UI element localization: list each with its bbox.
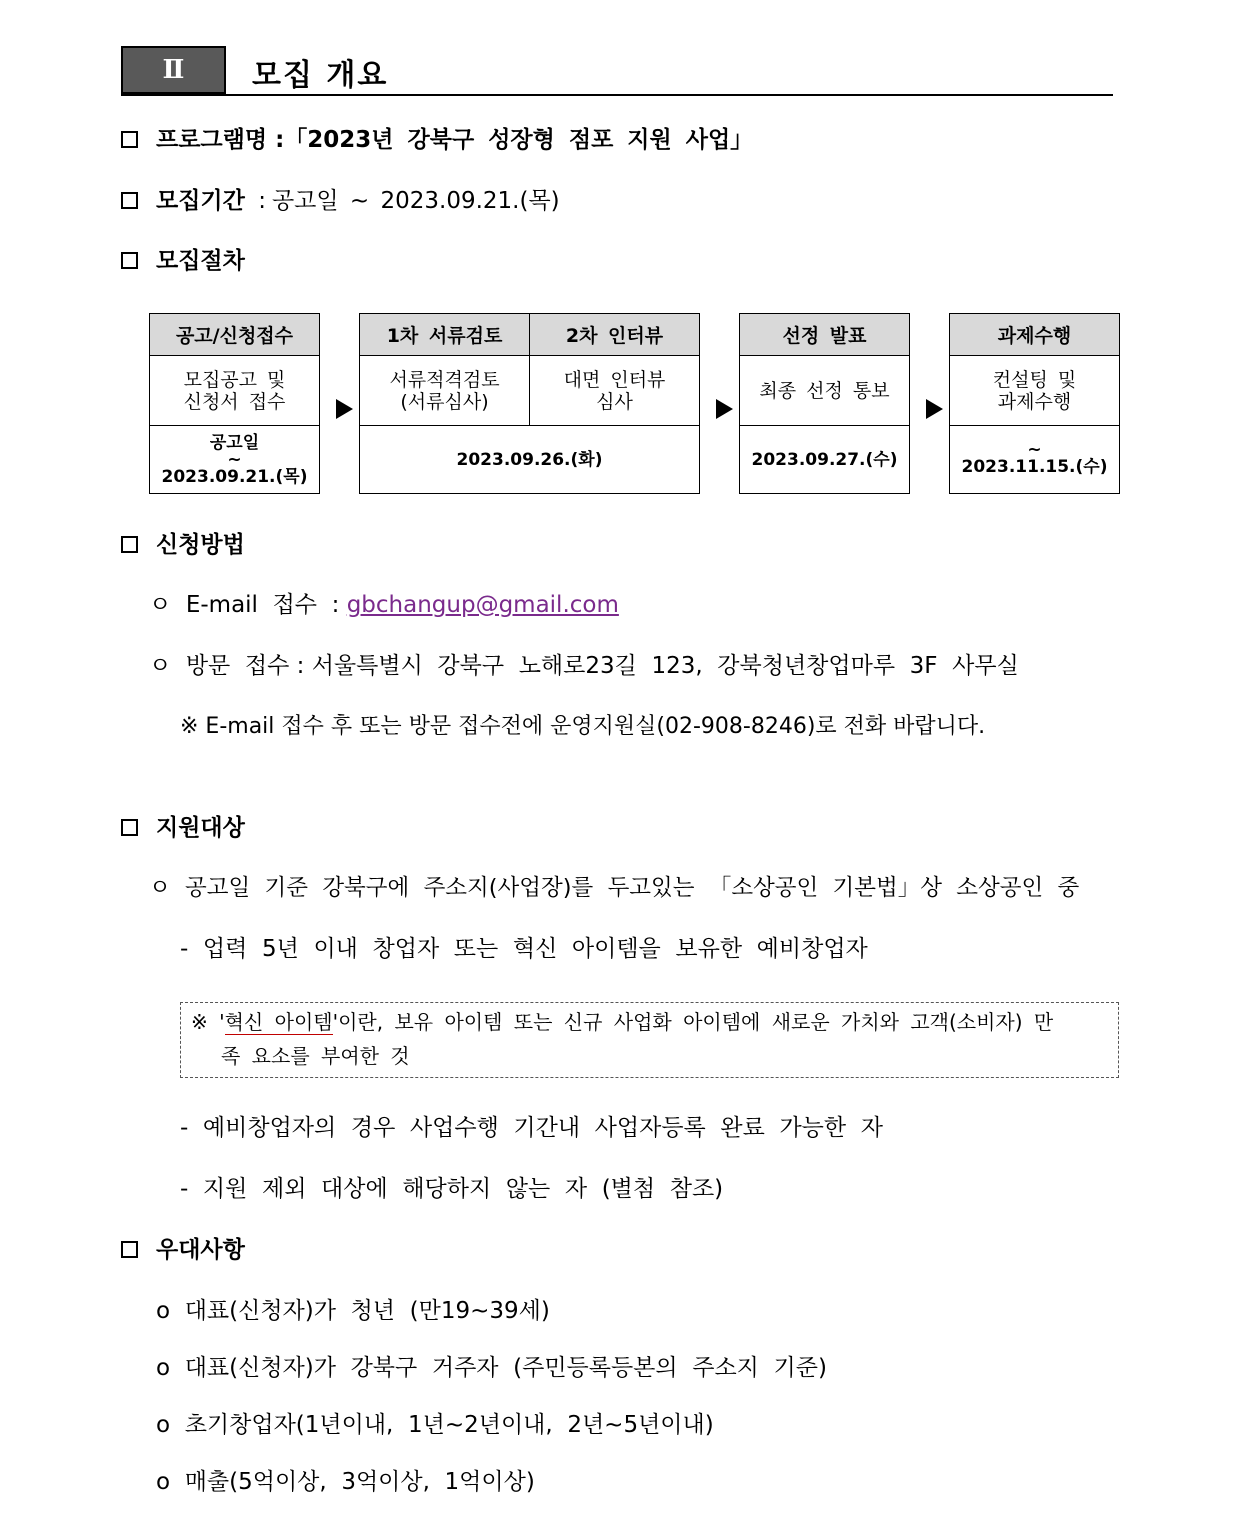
flow-step-announce [739,313,910,494]
flow-step-date [360,426,699,493]
flow-step-head: 공고/신청접수 [150,314,319,356]
target-sub2: - 예비창업자의 경우 사업수행 기간내 사업자등록 완료 가능한 자 [180,1115,883,1141]
preference-item: o 초기창업자(1년이내, 1년~2년이내, 2년~5년이내) [156,1412,714,1438]
flow-step-body-line: 대면 인터뷰 [563,368,666,391]
target-main: ㅇ 공고일 기준 강북구에 주소지(사업장)를 두고있는 「소상공인 기본법」상 소상공인 중 [149,875,1080,901]
period-sep: : [258,188,266,214]
program-label: 프로그램명 : [156,127,285,153]
apply-email-link[interactable]: gbchangup@gmail.com [346,592,619,618]
apply-email-label: ㅇ E-mail 접수 : [149,592,340,618]
note-term: 혁신 아이템 [224,1010,333,1034]
target-row [121,813,245,843]
flow-date-line: ~ [1027,439,1042,460]
note-rest: '이란, 보유 아이템 또는 신규 사업화 아이템에 새로운 가치와 고객(소비자) 만 [332,1010,1054,1034]
preference-item: o 대표(신청자)가 강북구 거주자 (주민등록등본의 주소지 기준) [156,1355,827,1381]
target-sub3: - 지원 제외 대상에 해당하지 않는 자 (별첨 참조) [180,1176,724,1202]
flow-arrow-icon [716,399,733,419]
period-row [121,186,560,216]
flow-step-execute [949,313,1120,494]
preference-row [121,1235,245,1265]
preference-item: o 매출(5억이상, 3억이상, 1억이상) [156,1469,535,1495]
flow-step-head: 1차 서류검토 [360,314,529,356]
checkbox-icon [121,1241,138,1258]
flow-step-date [740,426,909,493]
flow-step-body [950,356,1119,426]
flow-arrow-icon [926,399,943,419]
flow-step-head: 과제수행 [950,314,1119,356]
period-value: 공고일 ~ 2023.09.21.(목) [271,188,560,214]
flow-step-review [359,313,700,494]
flow-step-body-line: 컨설팅 및 [992,368,1077,391]
flow-step-body-line: (서류심사) [400,390,489,413]
flow-step-body-line: 심사 [596,390,633,413]
note-prefix: ※ ' [191,1010,225,1034]
flow-step-date [950,426,1119,493]
flow-step-body-line: 신청서 접수 [183,390,286,413]
flow-date-line: 2023.09.27.(수) [751,449,898,470]
section-number: Ⅱ [121,46,226,94]
flow-step-head: 선정 발표 [740,314,909,356]
checkbox-icon [121,252,138,269]
apply-email-row [149,590,619,620]
flow-step-body-line: 서류적격검토 [389,368,500,391]
period-label: 모집기간 [156,188,245,214]
procedure-label: 모집절차 [156,248,245,274]
innovation-note-box [180,1002,1119,1078]
checkbox-icon [121,192,138,209]
innovation-note-line2: 족 요소를 부여한 것 [221,1044,410,1068]
flow-date-line: 2023.09.26.(화) [456,449,603,470]
flow-date-line: 공고일 [209,432,260,453]
checkbox-icon [121,131,138,148]
flow-step-date [150,426,319,493]
flow-step-body-line: 과제수행 [997,390,1072,413]
flow-date-line: ~ [227,449,242,470]
flow-step-head: 2차 인터뷰 [530,314,699,356]
target-label: 지원대상 [156,815,245,841]
flow-step-body [360,356,529,426]
flow-arrow-icon [336,399,353,419]
flow-step-body-line: 최종 선정 통보 [759,379,890,402]
apply-visit-row: ㅇ 방문 접수 : 서울특별시 강북구 노해로23길 123, 강북청년창업마루 3F 사무실 [149,653,1019,679]
apply-label: 신청방법 [156,532,245,558]
apply-note: ※ E-mail 접수 후 또는 방문 접수전에 운영지원실(02-908-8246)로 전화 바랍니다. [180,714,986,739]
flow-step-body [150,356,319,426]
innovation-note-line1 [191,1005,1108,1039]
checkbox-icon [121,819,138,836]
target-sub1: - 업력 5년 이내 창업자 또는 혁신 아이템을 보유한 예비창업자 [180,936,868,962]
flow-step-body [740,356,909,426]
flow-date-line: 2023.09.21.(목) [161,466,308,487]
procedure-row [121,246,245,276]
apply-row [121,530,245,560]
preference-label: 우대사항 [156,1237,245,1263]
section-title: 모집 개요 [252,58,389,93]
section-divider [121,94,1113,96]
flow-step-apply [149,313,320,494]
flow-step-body [530,356,699,426]
flow-step-body-line: 모집공고 및 [183,368,286,391]
checkbox-icon [121,536,138,553]
program-row [121,125,753,155]
program-value: 「2023년 강북구 성장형 점포 지원 사업」 [284,127,754,153]
preference-item: o 대표(신청자)가 청년 (만19~39세) [156,1298,550,1324]
flow-date-line: 2023.11.15.(수) [961,456,1108,477]
